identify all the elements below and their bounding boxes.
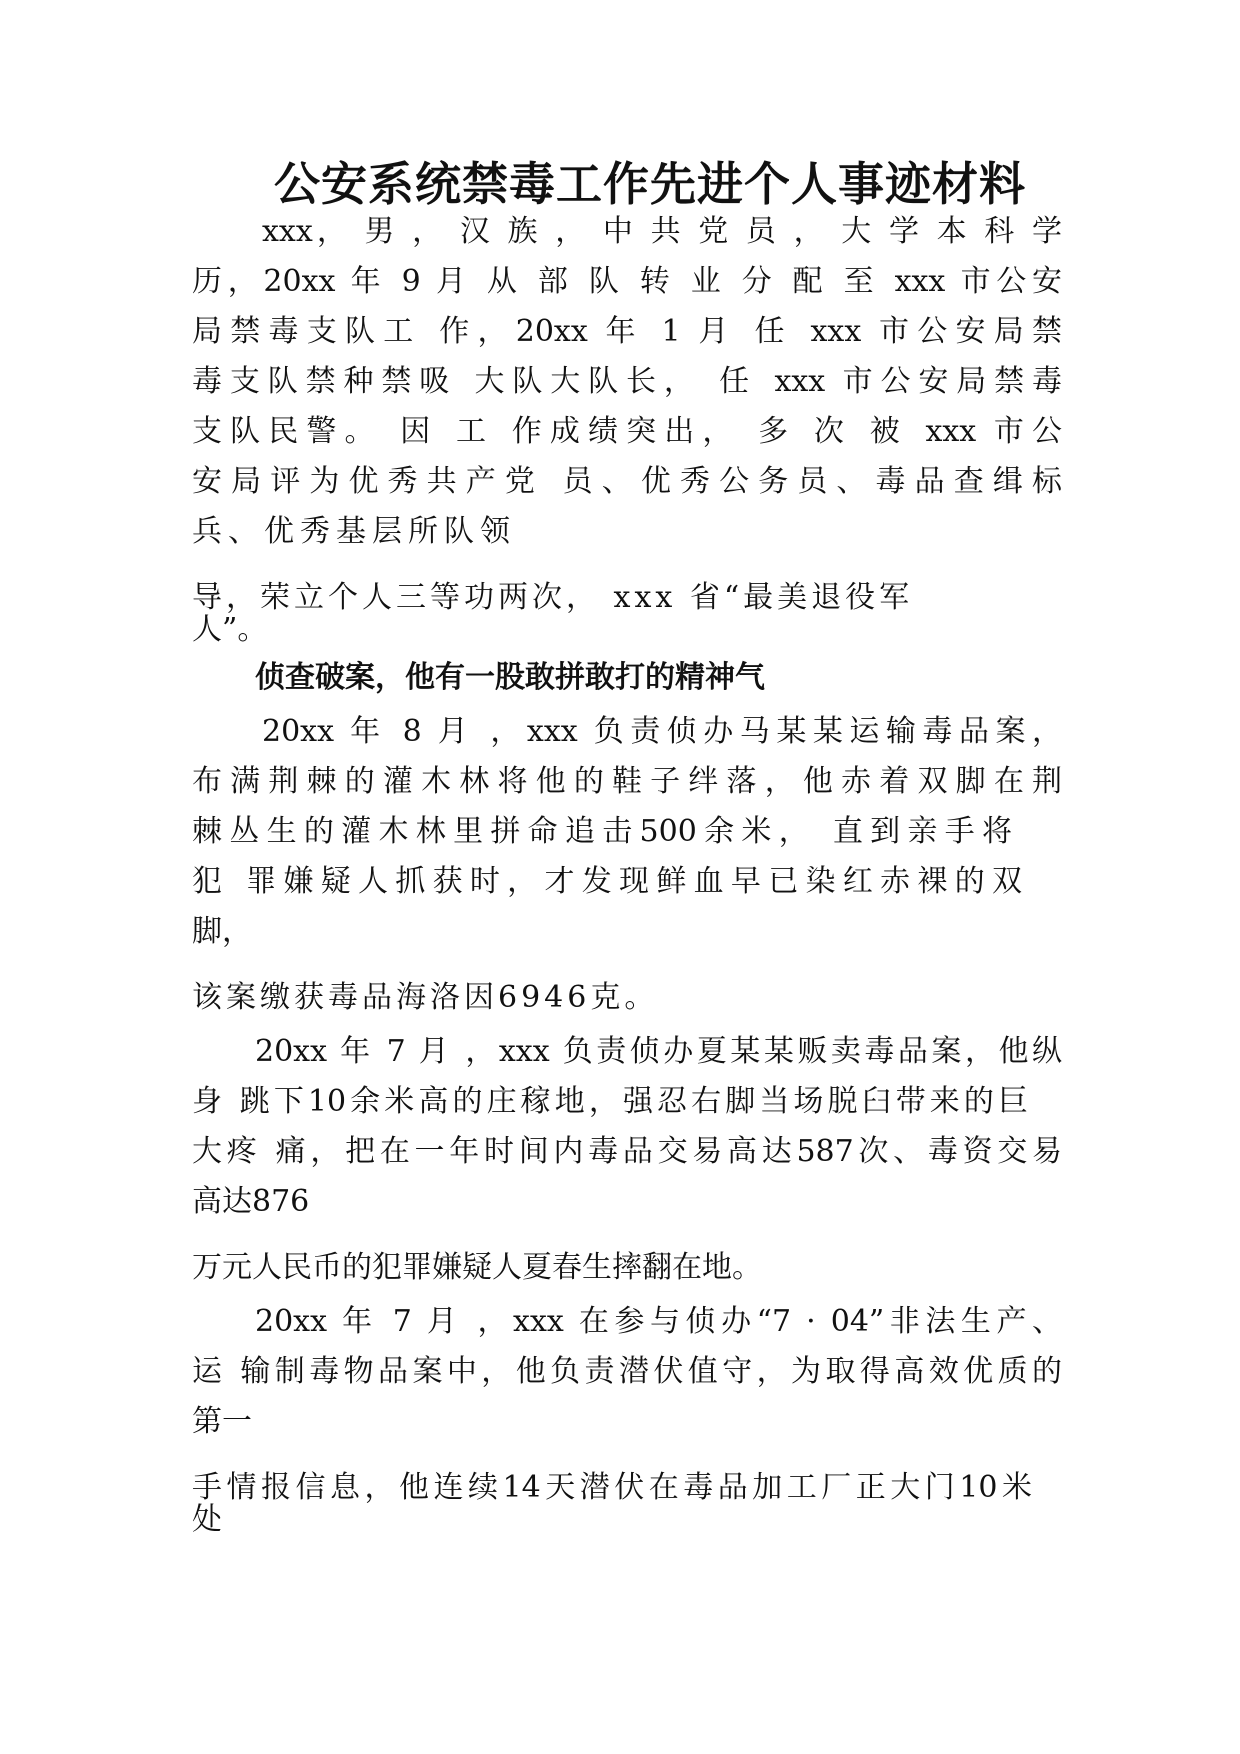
- case2-line-4: 高达876: [192, 1184, 310, 1219]
- case3-line-4: 手情报信息，他连续14天潜伏在毒品加工厂正大门10米: [192, 1470, 1032, 1505]
- case1-line-3: 棘丛生的灌木林里拼命追击500余米， 直到亲手将: [192, 814, 1012, 849]
- case2-line-1: 20xx 年 7 月 ，xxx 负责侦办夏某某贩卖毒品案，他纵: [255, 1034, 1062, 1069]
- intro-line-6: 安局评为优秀共产党 员、优秀公务员、毒品查缉标: [192, 464, 1062, 499]
- case2-line-5: 万元人民币的犯罪嫌疑人夏春生摔翻在地。: [192, 1250, 762, 1285]
- case3-line-3: 第一: [192, 1404, 252, 1439]
- intro-line-4: 毒支队禁种禁吸 大队大队长， 任 xxx 市公安局禁毒: [192, 364, 1062, 399]
- case3-line-5: 处: [192, 1502, 222, 1537]
- case3-line-1: 20xx 年 7 月 ，xxx 在参与侦办“7 · 04”非法生产、: [255, 1304, 1062, 1339]
- intro-line-1: xxx， 男 ， 汉 族 ， 中 共 党 员 ， 大 学 本 科 学: [262, 214, 1062, 249]
- intro-line-3: 局禁毒支队工 作，20xx 年 1 月 任 xxx 市公安局禁: [192, 314, 1062, 349]
- intro-line-9: 人”。: [192, 612, 268, 647]
- document-title: 公安系统禁毒工作先进个人事迹材料: [274, 157, 1026, 211]
- case2-line-3: 大疼 痛，把在一年时间内毒品交易高达587次、毒资交易: [192, 1134, 1062, 1169]
- section-heading: 侦查破案，他有一股敢拼敢打的精神气: [255, 660, 765, 695]
- intro-line-7: 兵、优秀基层所队领: [192, 514, 516, 549]
- intro-line-2: 历，20xx 年 9 月 从 部 队 转 业 分 配 至 xxx 市公安: [192, 264, 1062, 299]
- case1-line-4: 犯 罪嫌疑人抓获时，才发现鲜血早已染红赤裸的双: [192, 864, 1022, 899]
- case1-line-2: 布满荆棘的灌木林将他的鞋子绊落，他赤着双脚在荆: [192, 764, 1062, 799]
- case1-line-6: 该案缴获毒品海洛因6946克。: [192, 980, 659, 1015]
- case1-line-5: 脚，: [192, 914, 252, 949]
- case2-line-2: 身 跳下10余米高的庄稼地，强忍右脚当场脱臼带来的巨: [192, 1084, 1028, 1119]
- case3-line-2: 运 输制毒物品案中，他负责潜伏值守，为取得高效优质的: [192, 1354, 1062, 1389]
- intro-line-5: 支队民警。 因 工 作成绩突出， 多 次 被 xxx 市公: [192, 414, 1062, 449]
- intro-line-8: 导，荣立个人三等功两次， xxx 省“最美退役军: [192, 580, 914, 615]
- case1-line-1: 20xx 年 8 月 ，xxx 负责侦办马某某运输毒品案，: [262, 714, 1062, 749]
